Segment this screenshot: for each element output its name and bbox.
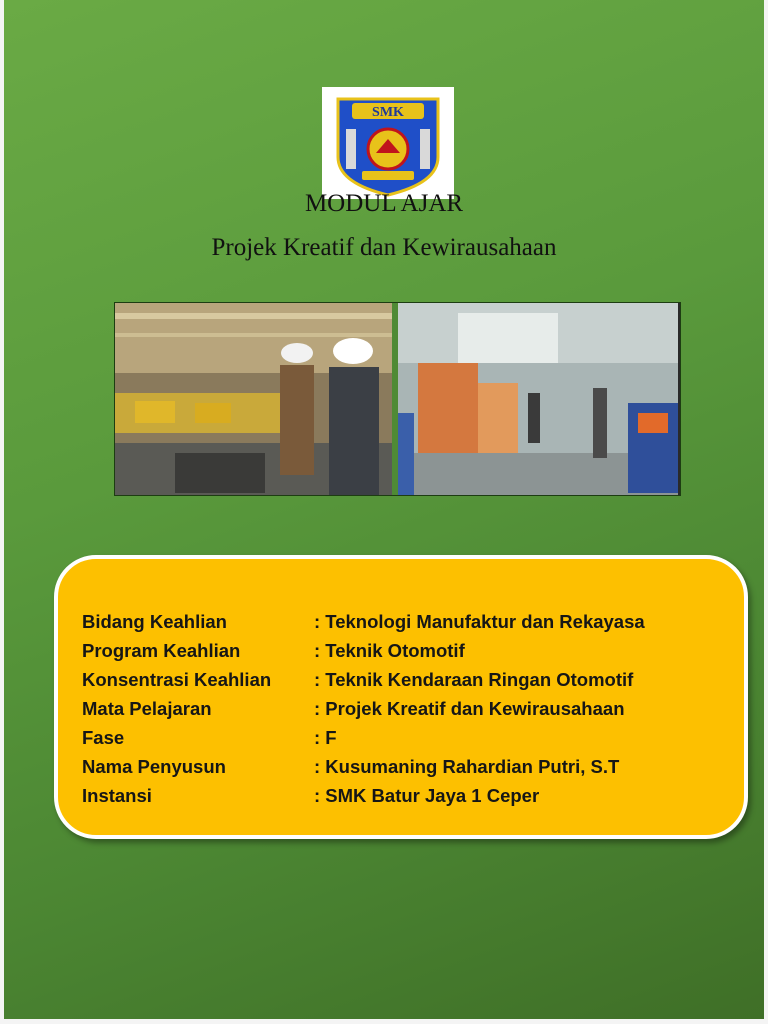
info-row-bidang (82, 607, 645, 636)
shield-icon (322, 87, 454, 199)
info-value: : Teknik Kendaraan Ringan Otomotif (314, 669, 634, 690)
info-row-instansi (82, 781, 645, 810)
cover-page (4, 0, 764, 1019)
info-value: : Projek Kreatif dan Kewirausahaan (314, 698, 625, 719)
info-label: Fase (82, 727, 125, 748)
info-list (82, 607, 645, 810)
info-label: Program Keahlian (82, 640, 241, 661)
module-subtitle: Projek Kreatif dan Kewirausahaan (211, 234, 557, 261)
info-label: Bidang Keahlian (82, 611, 227, 632)
info-value: : Teknologi Manufaktur dan Rekayasa (314, 611, 645, 632)
module-title: MODUL AJAR (304, 190, 464, 217)
info-row-program (82, 636, 645, 665)
info-value: : SMK Batur Jaya 1 Ceper (314, 785, 540, 806)
info-value: : Kusumaning Rahardian Putri, S.T (314, 756, 620, 777)
info-row-mata-pelajaran (82, 694, 645, 723)
warehouse-interior-photo (398, 303, 680, 495)
info-row-fase (82, 723, 645, 752)
cover-photos (114, 302, 681, 496)
info-label: Instansi (82, 785, 152, 806)
factory-workers-hardhats-photo (115, 303, 398, 495)
crest-text: SMK (372, 105, 404, 120)
info-value: : F (314, 727, 337, 748)
school-logo (322, 87, 454, 199)
info-row-penyusun (82, 752, 645, 781)
module-info-card (54, 555, 748, 839)
info-label: Nama Penyusun (82, 756, 226, 777)
info-value: : Teknik Otomotif (314, 640, 465, 661)
info-label: Konsentrasi Keahlian (82, 669, 272, 690)
info-label: Mata Pelajaran (82, 698, 212, 719)
info-row-konsentrasi (82, 665, 645, 694)
